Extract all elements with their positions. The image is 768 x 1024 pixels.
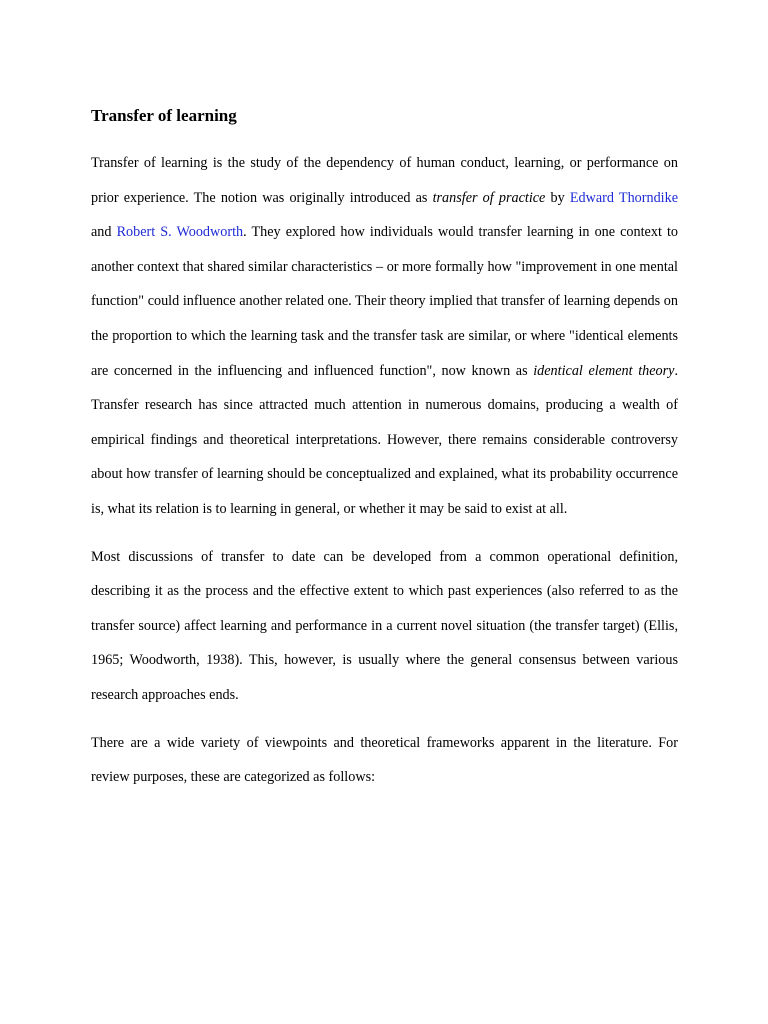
paragraph-intro-text-4: . They explored how individuals would transfer learning in one context to another context that shared similar characteristics – or more formally how "improvement in one mental function" could influence another related one. Their theory implied that transfer of learning depends on the proportion to which the learning task and the transfer task are similar, or where "identical elements are concerned in the influencing and influenced function", now known as bbox=[91, 224, 678, 379]
term-identical-element-theory: identical element theory bbox=[533, 362, 675, 379]
paragraph-intro bbox=[91, 146, 678, 527]
paragraph-intro-text-2: by bbox=[545, 189, 570, 206]
link-edward-thorndike[interactable]: Edward Thorndike bbox=[569, 189, 678, 206]
document-body bbox=[91, 104, 678, 808]
term-transfer-of-practice: transfer of practice bbox=[432, 189, 546, 206]
paragraph-intro-text-1: Transfer of learning is the study of the dependency of human conduct, learning, or performance on prior experience. The notion was originally introduced as bbox=[91, 155, 678, 206]
link-robert-woodworth[interactable]: Robert S. Woodworth bbox=[116, 224, 244, 241]
paragraph-frameworks: There are a wide variety of viewpoints and theoretical frameworks apparent in the literature. For review purposes, these are categorized as follows: bbox=[91, 734, 678, 786]
paragraph-intro-text-5: . Transfer research has since attracted much attention in numerous domains, producing a wealth of empirical findings and theoretical interpretations. However, there remains considerable controversy about how transfer of learning should be conceptualized and explained, what its probability occurrence is, what its relation is to learning in general, or whether it may be said to exist at all. bbox=[91, 362, 678, 517]
paragraph-definition: Most discussions of transfer to date can be developed from a common operational definition, describing it as the process and the effective extent to which past experiences (also referred to as the transfer source) affect learning and performance in a current novel situation (the transfer target) (Ellis, 1965; Woodworth, 1938). This, however, is usually where the general consensus between various research approaches ends. bbox=[91, 548, 678, 703]
paragraph-intro-text-3: and bbox=[91, 224, 117, 241]
document-title: Transfer of learning bbox=[91, 106, 237, 125]
